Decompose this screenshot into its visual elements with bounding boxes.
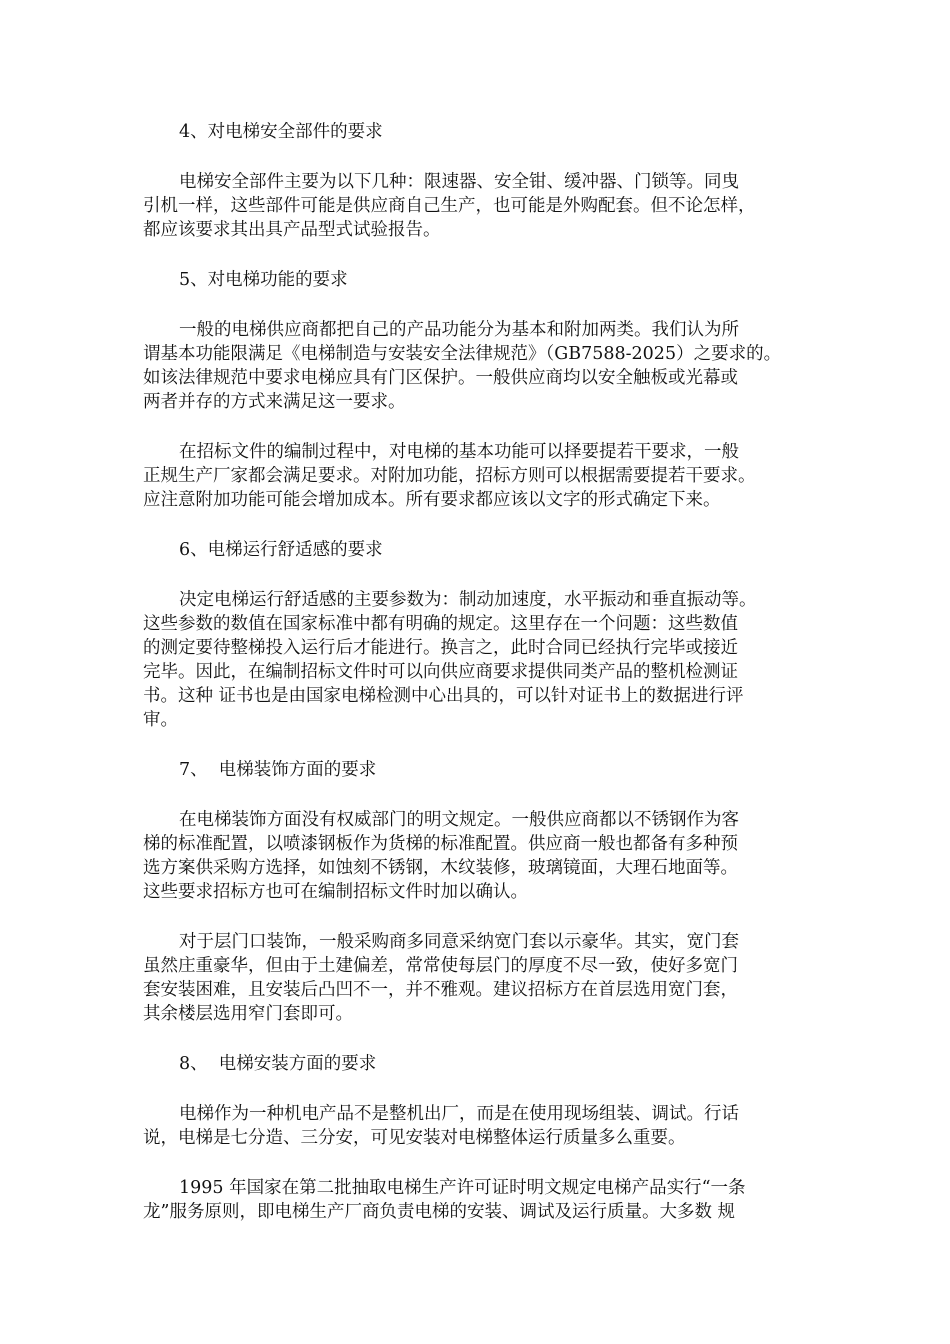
document-page bbox=[143, 120, 808, 1250]
paragraph-line: 审。 bbox=[143, 710, 178, 730]
paragraph-line: 书。这种 证书也是由国家电梯检测中心出具的，可以针对证书上的数据进行评 bbox=[143, 686, 744, 706]
paragraph bbox=[143, 1102, 808, 1150]
paragraph bbox=[143, 808, 808, 904]
paragraph-line: 对于层门口装饰，一般采购商多同意采纳宽门套以示豪华。其实，宽门套 bbox=[179, 932, 739, 952]
section-heading: 8、 电梯安装方面的要求 bbox=[179, 1054, 377, 1074]
paragraph-line: 正规生产厂家都会满足要求。对附加功能，招标方则可以根据需要提若干要求。 bbox=[143, 466, 756, 486]
paragraph bbox=[143, 588, 808, 732]
paragraph-line: 这些参数的数值在国家标准中都有明确的规定。这里存在一个问题：这些数值 bbox=[143, 614, 738, 634]
paragraph bbox=[143, 170, 808, 242]
paragraph-line: 选方案供采购方选择，如蚀刻不锈钢，木纹装修，玻璃镜面，大理石地面等。 bbox=[143, 858, 738, 878]
paragraph-line: 在电梯装饰方面没有权威部门的明文规定。一般供应商都以不锈钢作为客 bbox=[179, 810, 739, 830]
paragraph-line: 一般的电梯供应商都把自己的产品功能分为基本和附加两类。我们认为所 bbox=[179, 320, 739, 340]
paragraph-line: 决定电梯运行舒适感的主要参数为：制动加速度，水平振动和垂直振动等。 bbox=[179, 590, 757, 610]
paragraph-line: 虽然庄重豪华，但由于土建偏差，常常使每层门的厚度不尽一致，使好多宽门 bbox=[143, 956, 738, 976]
section-heading: 6、电梯运行舒适感的要求 bbox=[179, 540, 383, 560]
paragraph-line: 两者并存的方式来满足这一要求。 bbox=[143, 392, 406, 412]
paragraph-line: 梯的标准配置，以喷漆钢板作为货梯的标准配置。供应商一般也都备有多种预 bbox=[143, 834, 738, 854]
section-heading: 5、对电梯功能的要求 bbox=[179, 270, 348, 290]
paragraph bbox=[143, 440, 808, 512]
paragraph-line: 如该法律规范中要求电梯应具有门区保护。一般供应商均以安全触板或光幕或 bbox=[143, 368, 738, 388]
paragraph-line: 谓基本功能限满足《电梯制造与安装安全法律规范》（GB7588-2025）之要求的。 bbox=[143, 344, 782, 364]
paragraph-line: 套安装困难，且安装后凸凹不一，并不雅观。建议招标方在首层选用宽门套， bbox=[143, 980, 738, 1000]
paragraph-line: 应注意附加功能可能会增加成本。所有要求都应该以文字的形式确定下来。 bbox=[143, 490, 721, 510]
paragraph-line: 1995 年国家在第二批抽取电梯生产许可证时明文规定电梯产品实行“一条 bbox=[179, 1178, 746, 1198]
paragraph bbox=[143, 1176, 808, 1224]
paragraph-line: 说，电梯是七分造、三分安，可见安装对电梯整体运行质量多么重要。 bbox=[143, 1128, 686, 1148]
paragraph-line: 完毕。因此，在编制招标文件时可以向供应商要求提供同类产品的整机检测证 bbox=[143, 662, 738, 682]
paragraph bbox=[143, 318, 808, 414]
paragraph-line: 电梯作为一种机电产品不是整机出厂，而是在使用现场组装、调试。行话 bbox=[179, 1104, 739, 1124]
paragraph-line: 龙”服务原则，即电梯生产厂商负责电梯的安装、调试及运行质量。大多数 规 bbox=[143, 1202, 736, 1222]
paragraph-line: 电梯安全部件主要为以下几种：限速器、安全钳、缓冲器、门锁等。同曳 bbox=[179, 172, 739, 192]
section-heading: 7、 电梯装饰方面的要求 bbox=[179, 760, 377, 780]
paragraph-line: 这些要求招标方也可在编制招标文件时加以确认。 bbox=[143, 882, 528, 902]
paragraph-line: 都应该要求其出具产品型式试验报告。 bbox=[143, 220, 441, 240]
paragraph-line: 在招标文件的编制过程中，对电梯的基本功能可以择要提若干要求，一般 bbox=[179, 442, 739, 462]
section-heading: 4、对电梯安全部件的要求 bbox=[179, 122, 383, 142]
paragraph-line: 引机一样，这些部件可能是供应商自己生产，也可能是外购配套。但不论怎样， bbox=[143, 196, 756, 216]
paragraph-line: 的测定要待整梯投入运行后才能进行。换言之，此时合同已经执行完毕或接近 bbox=[143, 638, 738, 658]
paragraph bbox=[143, 930, 808, 1026]
paragraph-line: 其余楼层选用窄门套即可。 bbox=[143, 1004, 353, 1024]
